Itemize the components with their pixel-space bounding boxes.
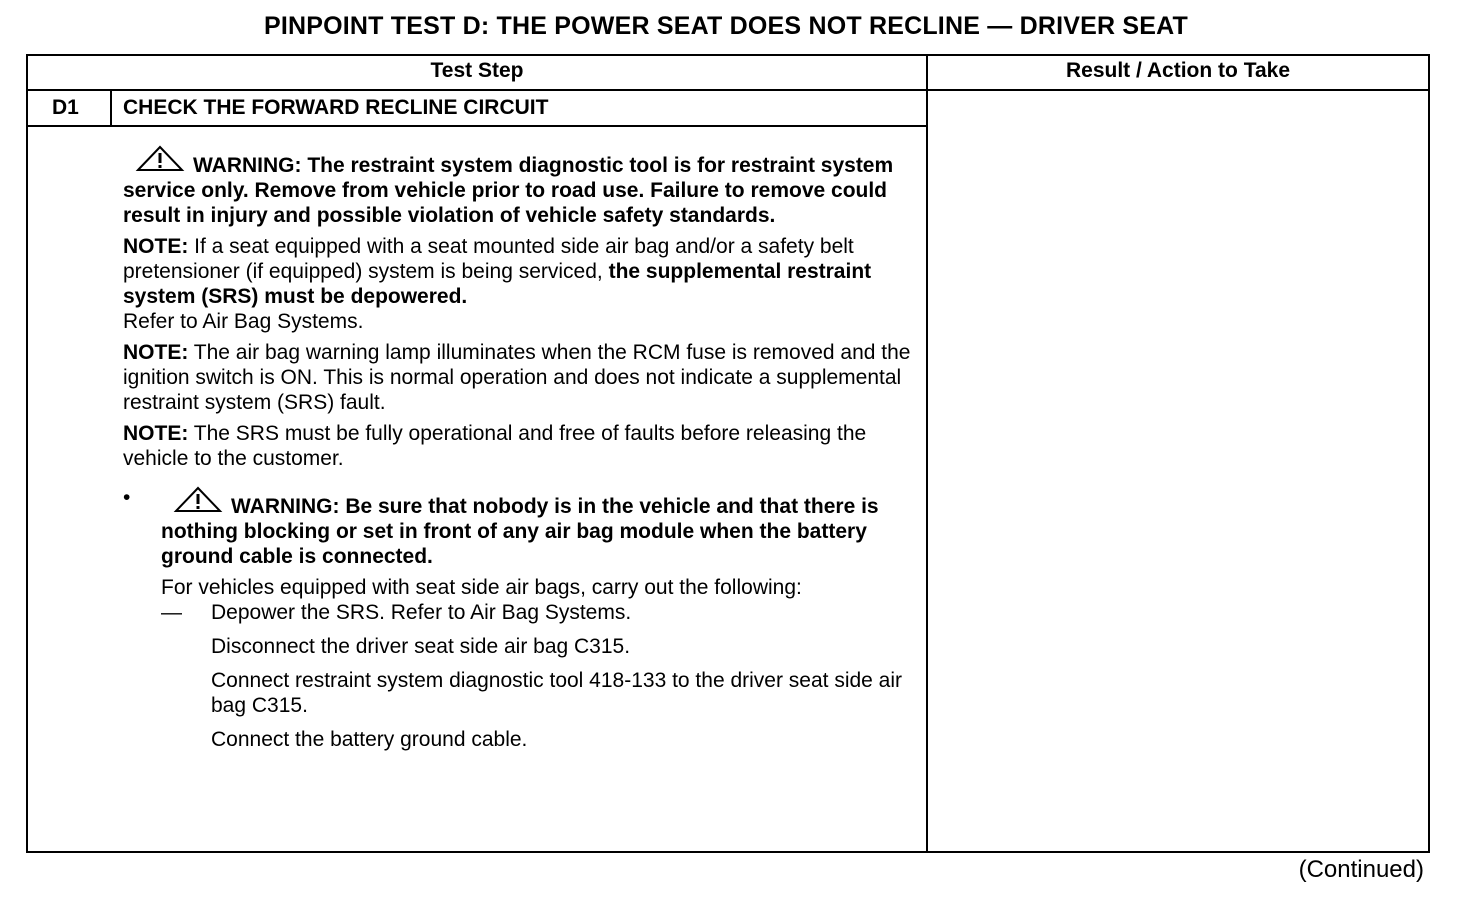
- air-bag-systems-link[interactable]: Air Bag Systems.: [202, 310, 364, 333]
- page-title: PINPOINT TEST D: THE POWER SEAT DOES NOT RECLINE — DRIVER SEAT: [263, 12, 1189, 40]
- warning-nobody-text: WARNING: Be sure that nobody is in the vehicle and that there is nothing blocking or set in front of any air bag module when the battery ground cable is connected.: [161, 495, 879, 568]
- note-srs-depower: [123, 234, 913, 334]
- note-label: NOTE:: [123, 422, 189, 445]
- bullet-intro: For vehicles equipped with seat side air bags, carry out the following:: [161, 576, 802, 599]
- note-airbag-lamp: [123, 340, 913, 415]
- note-label: NOTE:: [123, 235, 189, 258]
- sub-step-text: Depower the SRS. Refer to Air Bag Systems.: [211, 601, 632, 624]
- header-result-action: Result / Action to Take: [1065, 59, 1291, 82]
- step-content: [123, 144, 913, 752]
- note-srs-operational: [123, 421, 913, 471]
- warning-restraint-text: WARNING: The restraint system diagnostic tool is for restraint system service only. Remove from vehicle prior to road use. Failure to remove could result in injury and possible violation of vehicle safety standards.: [123, 154, 894, 227]
- warning-restraint-tool: [123, 144, 913, 228]
- bullet-item: [123, 485, 913, 752]
- sub-step-connect-tool: [161, 668, 913, 718]
- note-text: The SRS must be fully operational and free of faults before releasing the vehicle to the customer.: [123, 422, 867, 470]
- bullet-marker: •: [123, 486, 131, 509]
- note-ref-prefix: Refer to: [123, 310, 203, 333]
- warning-triangle-icon: [135, 144, 185, 172]
- sub-step-text: Disconnect the driver seat side air bag C315.: [211, 635, 631, 658]
- warning-nobody-in-vehicle: [161, 485, 913, 569]
- sub-step-connect-battery: [161, 727, 913, 752]
- continued-label: (Continued): [1298, 856, 1424, 883]
- sub-step-text: Connect the battery ground cable.: [211, 728, 528, 751]
- note-text: The air bag warning lamp illuminates when the RCM fuse is removed and the ignition switch is ON. This is normal operation and does not indicate a supplemental restraint system (SRS) fault.: [123, 341, 911, 414]
- step-title: CHECK THE FORWARD RECLINE CIRCUIT: [123, 96, 549, 119]
- step-title-rule: [26, 125, 928, 127]
- header-rule: [26, 89, 1430, 91]
- note-bold-text: the supplemental restraint system (SRS) must be depowered.: [123, 260, 872, 308]
- sub-step-disconnect: [161, 634, 913, 659]
- step-id: D1: [52, 96, 79, 119]
- warning-triangle-icon: [173, 485, 223, 513]
- header-test-step: Test Step: [430, 59, 524, 82]
- dash-marker: —: [161, 601, 182, 624]
- sub-step-depower: [161, 600, 913, 625]
- column-divider: [926, 54, 928, 853]
- note-label: NOTE:: [123, 341, 189, 364]
- step-id-divider: [110, 89, 112, 127]
- note-text: If a seat equipped with a seat mounted side air bag and/or a safety belt pretensioner (if equipped) system is being serviced,: [123, 235, 854, 283]
- sub-step-text: Connect restraint system diagnostic tool 418-133 to the driver seat side air bag C315.: [211, 669, 903, 717]
